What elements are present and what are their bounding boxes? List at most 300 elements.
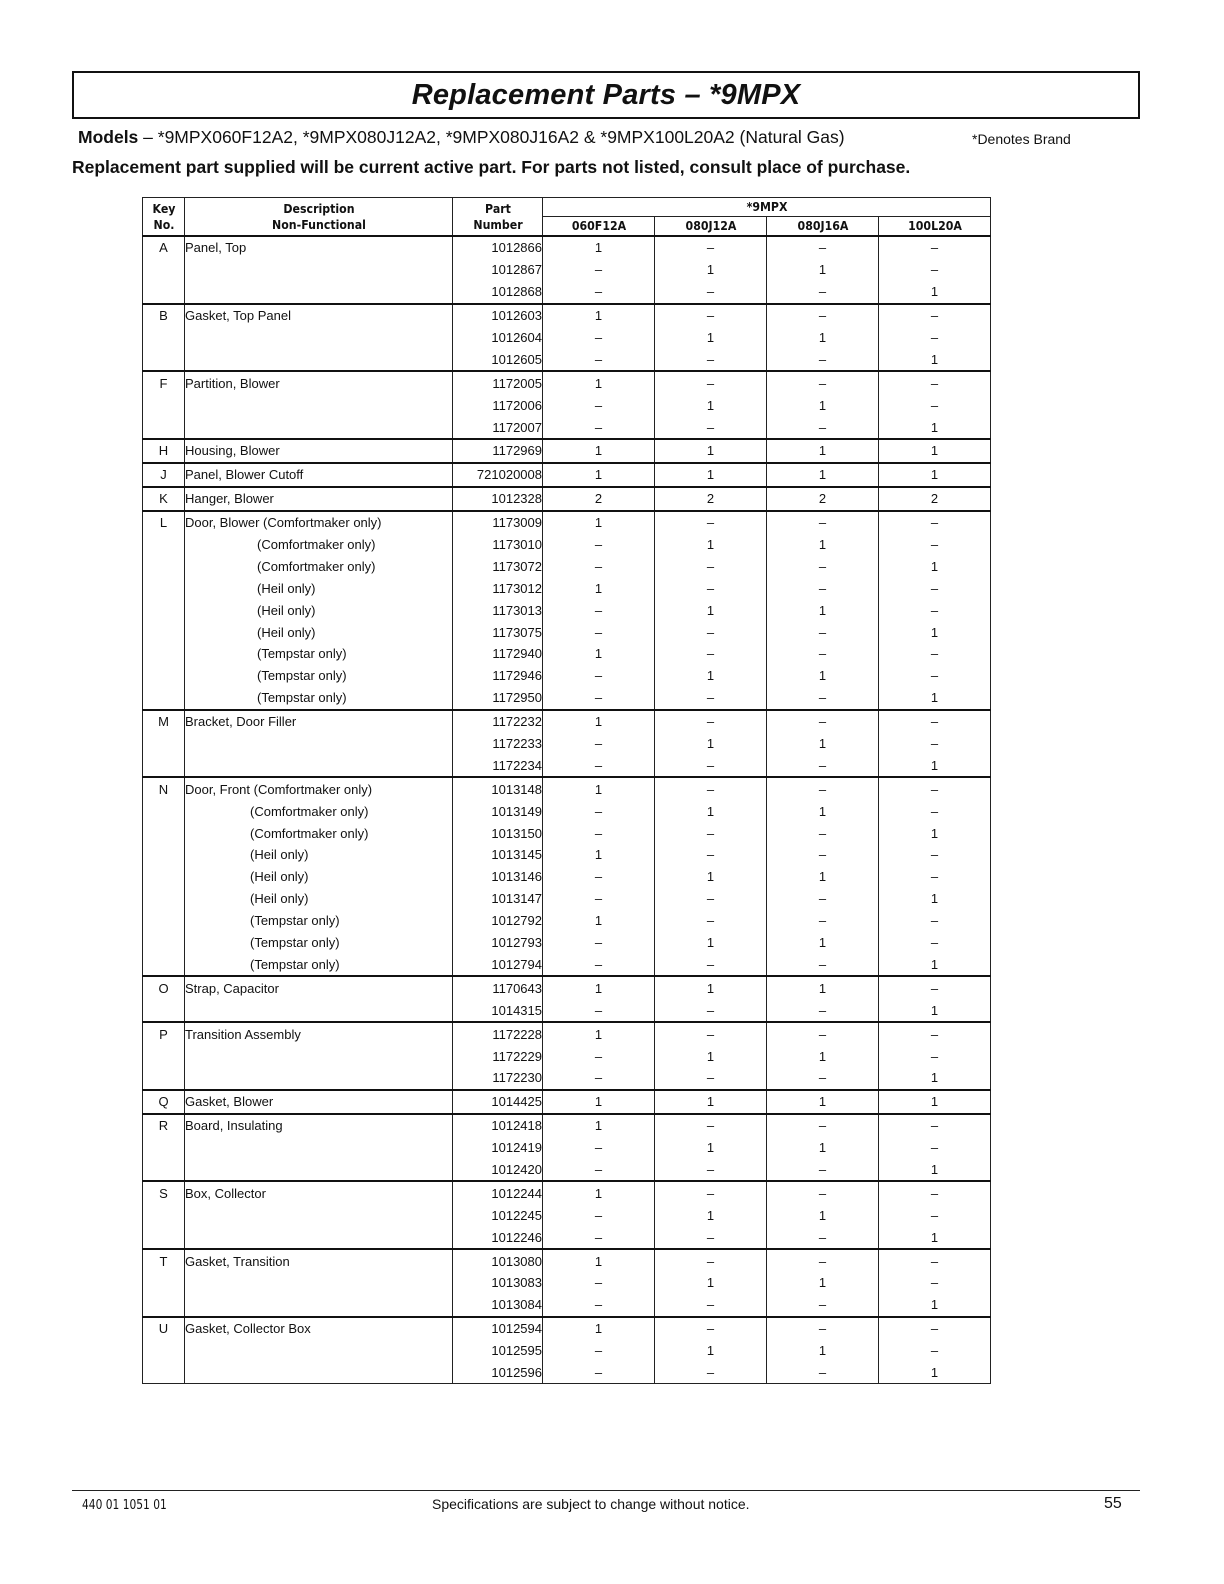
quantity-cell: – bbox=[655, 888, 767, 910]
description-cell bbox=[185, 1204, 453, 1226]
key-cell bbox=[143, 643, 185, 665]
table-row bbox=[143, 1067, 991, 1090]
key-cell bbox=[143, 844, 185, 866]
quantity-cell: – bbox=[767, 687, 879, 710]
description-cell bbox=[185, 999, 453, 1022]
part-number-cell: 1012594 bbox=[453, 1317, 543, 1340]
table-row bbox=[143, 1272, 991, 1294]
quantity-cell: 1 bbox=[767, 866, 879, 888]
quantity-cell: 1 bbox=[767, 733, 879, 755]
table-row bbox=[143, 866, 991, 888]
table-row bbox=[143, 733, 991, 755]
table-row bbox=[143, 439, 991, 463]
quantity-cell: – bbox=[879, 1340, 991, 1362]
quantity-cell: 1 bbox=[543, 710, 655, 733]
description-cell bbox=[185, 1067, 453, 1090]
quantity-cell: 1 bbox=[767, 463, 879, 487]
part-number-cell: 1012419 bbox=[453, 1137, 543, 1159]
quantity-cell: 1 bbox=[655, 1137, 767, 1159]
quantity-cell: – bbox=[655, 954, 767, 977]
quantity-cell: 1 bbox=[655, 1090, 767, 1114]
description-cell bbox=[185, 844, 453, 866]
quantity-cell: – bbox=[543, 1137, 655, 1159]
key-cell bbox=[143, 1159, 185, 1182]
description-cell bbox=[185, 910, 453, 932]
quantity-cell: 1 bbox=[655, 1204, 767, 1226]
quantity-cell: 1 bbox=[655, 1340, 767, 1362]
table-row bbox=[143, 511, 991, 534]
key-cell bbox=[143, 555, 185, 577]
quantity-cell: – bbox=[655, 236, 767, 259]
part-number-cell: 1172950 bbox=[453, 687, 543, 710]
parts-table-body bbox=[143, 236, 991, 1384]
table-row bbox=[143, 1114, 991, 1137]
part-number-cell: 1013145 bbox=[453, 844, 543, 866]
description-cell: Gasket, Collector Box bbox=[185, 1317, 453, 1340]
quantity-cell: – bbox=[879, 236, 991, 259]
quantity-cell: 1 bbox=[767, 1137, 879, 1159]
key-cell bbox=[143, 327, 185, 349]
quantity-cell: – bbox=[767, 371, 879, 394]
part-number-cell: 1012420 bbox=[453, 1159, 543, 1182]
key-cell bbox=[143, 599, 185, 621]
quantity-cell: 1 bbox=[879, 555, 991, 577]
quantity-cell: – bbox=[655, 304, 767, 327]
denotes-brand-note: *Denotes Brand bbox=[972, 131, 1071, 147]
quantity-cell: 1 bbox=[543, 976, 655, 999]
part-number-cell: 1014315 bbox=[453, 999, 543, 1022]
quantity-cell: 2 bbox=[543, 487, 655, 511]
footer-notice: Specifications are subject to change without notice. bbox=[432, 1496, 750, 1512]
quantity-cell: – bbox=[767, 643, 879, 665]
quantity-cell: 1 bbox=[655, 733, 767, 755]
table-row bbox=[143, 304, 991, 327]
table-row bbox=[143, 643, 991, 665]
key-cell: M bbox=[143, 710, 185, 733]
quantity-cell: 1 bbox=[543, 1249, 655, 1272]
key-cell bbox=[143, 1137, 185, 1159]
table-row bbox=[143, 394, 991, 416]
quantity-cell: 1 bbox=[655, 534, 767, 556]
description-cell bbox=[185, 888, 453, 910]
quantity-cell: – bbox=[767, 1159, 879, 1182]
table-row bbox=[143, 236, 991, 259]
header-description-line2: Non-Functional bbox=[271, 216, 366, 232]
quantity-cell: – bbox=[767, 844, 879, 866]
part-number-cell: 1012596 bbox=[453, 1362, 543, 1384]
header-part-number bbox=[458, 198, 537, 237]
quantity-cell: 1 bbox=[543, 643, 655, 665]
description-cell bbox=[185, 954, 453, 977]
description-cell bbox=[185, 687, 453, 710]
part-number-cell: 1172233 bbox=[453, 733, 543, 755]
key-cell: H bbox=[143, 439, 185, 463]
quantity-cell: – bbox=[655, 822, 767, 844]
description-cell-text: (Comfortmaker only) bbox=[250, 825, 369, 841]
quantity-cell: – bbox=[655, 910, 767, 932]
key-cell bbox=[143, 999, 185, 1022]
quantity-cell: – bbox=[543, 394, 655, 416]
part-number-cell: 1172230 bbox=[453, 1067, 543, 1090]
part-number-cell: 1014425 bbox=[453, 1090, 543, 1114]
quantity-cell: – bbox=[879, 371, 991, 394]
quantity-cell: – bbox=[655, 1181, 767, 1204]
quantity-cell: 1 bbox=[879, 463, 991, 487]
description-cell bbox=[185, 1159, 453, 1182]
part-number-cell: 1173013 bbox=[453, 599, 543, 621]
part-number-cell: 1172005 bbox=[453, 371, 543, 394]
table-row bbox=[143, 1226, 991, 1249]
quantity-cell: 1 bbox=[543, 844, 655, 866]
quantity-cell: – bbox=[543, 1067, 655, 1090]
description-cell: Gasket, Top Panel bbox=[185, 304, 453, 327]
description-cell: Transition Assembly bbox=[185, 1022, 453, 1045]
part-number-cell: 1012868 bbox=[453, 281, 543, 304]
description-cell bbox=[185, 416, 453, 439]
key-cell bbox=[143, 1226, 185, 1249]
description-cell-text: (Comfortmaker only) bbox=[257, 558, 376, 574]
description-cell bbox=[185, 800, 453, 822]
key-cell bbox=[143, 577, 185, 599]
quantity-cell: – bbox=[879, 1181, 991, 1204]
description-cell bbox=[185, 1137, 453, 1159]
key-cell: K bbox=[143, 487, 185, 511]
quantity-cell: 1 bbox=[543, 577, 655, 599]
key-cell bbox=[143, 822, 185, 844]
description-cell: Housing, Blower bbox=[185, 439, 453, 463]
header-model-060f12a: 060F12A bbox=[549, 217, 648, 237]
part-number-cell: 1172228 bbox=[453, 1022, 543, 1045]
header-key bbox=[145, 198, 182, 237]
part-number-cell: 1013150 bbox=[453, 822, 543, 844]
quantity-cell: – bbox=[543, 555, 655, 577]
part-number-cell: 1013083 bbox=[453, 1272, 543, 1294]
quantity-cell: 1 bbox=[655, 327, 767, 349]
quantity-cell: 2 bbox=[767, 487, 879, 511]
table-row bbox=[143, 844, 991, 866]
key-cell bbox=[143, 1340, 185, 1362]
key-cell bbox=[143, 281, 185, 304]
description-cell bbox=[185, 599, 453, 621]
part-number-cell: 1012792 bbox=[453, 910, 543, 932]
description-cell-text: (Tempstar only) bbox=[257, 668, 347, 684]
part-number-cell: 1013148 bbox=[453, 777, 543, 800]
key-cell bbox=[143, 1294, 185, 1317]
title-box bbox=[72, 71, 1140, 119]
key-cell: N bbox=[143, 777, 185, 800]
quantity-cell: – bbox=[767, 416, 879, 439]
quantity-cell: 1 bbox=[543, 371, 655, 394]
quantity-cell: 1 bbox=[767, 1272, 879, 1294]
quantity-cell: 1 bbox=[543, 777, 655, 800]
quantity-cell: – bbox=[879, 643, 991, 665]
quantity-cell: – bbox=[543, 1159, 655, 1182]
quantity-cell: – bbox=[879, 800, 991, 822]
table-row bbox=[143, 416, 991, 439]
quantity-cell: – bbox=[767, 1181, 879, 1204]
table-row bbox=[143, 999, 991, 1022]
key-cell bbox=[143, 954, 185, 977]
quantity-cell: – bbox=[655, 416, 767, 439]
description-cell-text: (Heil only) bbox=[250, 891, 309, 907]
table-row bbox=[143, 1249, 991, 1272]
quantity-cell: – bbox=[543, 259, 655, 281]
part-number-cell: 1013146 bbox=[453, 866, 543, 888]
table-row bbox=[143, 327, 991, 349]
description-cell-text: (Heil only) bbox=[257, 580, 316, 596]
part-number-cell: 1172229 bbox=[453, 1045, 543, 1067]
quantity-cell: 1 bbox=[879, 888, 991, 910]
quantity-cell: 1 bbox=[767, 599, 879, 621]
quantity-cell: – bbox=[543, 866, 655, 888]
key-cell bbox=[143, 733, 185, 755]
quantity-cell: – bbox=[879, 1249, 991, 1272]
quantity-cell: – bbox=[767, 910, 879, 932]
description-cell bbox=[185, 327, 453, 349]
part-number-cell: 1013147 bbox=[453, 888, 543, 910]
footer-doc-number: 440 01 1051 01 bbox=[82, 1498, 167, 1513]
key-cell bbox=[143, 259, 185, 281]
key-cell: L bbox=[143, 511, 185, 534]
part-number-cell: 1172007 bbox=[453, 416, 543, 439]
quantity-cell: – bbox=[879, 1045, 991, 1067]
description-cell bbox=[185, 259, 453, 281]
quantity-cell: 2 bbox=[655, 487, 767, 511]
quantity-cell: 1 bbox=[879, 1159, 991, 1182]
quantity-cell: – bbox=[767, 1067, 879, 1090]
quantity-cell: – bbox=[543, 665, 655, 687]
quantity-cell: – bbox=[655, 511, 767, 534]
quantity-cell: 1 bbox=[543, 439, 655, 463]
header-description-line1: Description bbox=[282, 200, 355, 216]
quantity-cell: 1 bbox=[879, 754, 991, 777]
description-cell bbox=[185, 577, 453, 599]
table-row bbox=[143, 800, 991, 822]
description-cell bbox=[185, 754, 453, 777]
part-number-cell: 1012605 bbox=[453, 348, 543, 371]
quantity-cell: 1 bbox=[655, 1045, 767, 1067]
key-cell bbox=[143, 394, 185, 416]
part-number-cell: 1012245 bbox=[453, 1204, 543, 1226]
description-cell bbox=[185, 555, 453, 577]
part-number-cell: 1013149 bbox=[453, 800, 543, 822]
quantity-cell: 1 bbox=[543, 1317, 655, 1340]
quantity-cell: 1 bbox=[655, 394, 767, 416]
part-number-cell: 1172006 bbox=[453, 394, 543, 416]
key-cell bbox=[143, 1272, 185, 1294]
part-number-cell: 1172234 bbox=[453, 754, 543, 777]
quantity-cell: 1 bbox=[767, 800, 879, 822]
part-number-cell: 1172946 bbox=[453, 665, 543, 687]
quantity-cell: 1 bbox=[879, 687, 991, 710]
quantity-cell: – bbox=[767, 1362, 879, 1384]
quantity-cell: – bbox=[767, 511, 879, 534]
description-cell: Panel, Blower Cutoff bbox=[185, 463, 453, 487]
quantity-cell: 1 bbox=[767, 665, 879, 687]
quantity-cell: – bbox=[767, 954, 879, 977]
page-number: 55 bbox=[1104, 1495, 1122, 1512]
quantity-cell: – bbox=[543, 733, 655, 755]
quantity-cell: – bbox=[543, 822, 655, 844]
part-number-cell: 1173009 bbox=[453, 511, 543, 534]
quantity-cell: 1 bbox=[655, 1272, 767, 1294]
table-row bbox=[143, 534, 991, 556]
description-cell bbox=[185, 665, 453, 687]
quantity-cell: 1 bbox=[655, 259, 767, 281]
quantity-cell: – bbox=[655, 754, 767, 777]
quantity-cell: – bbox=[543, 534, 655, 556]
footer-rule bbox=[72, 1490, 1140, 1491]
quantity-cell: – bbox=[767, 577, 879, 599]
quantity-cell: – bbox=[767, 1317, 879, 1340]
quantity-cell: – bbox=[543, 1045, 655, 1067]
quantity-cell: – bbox=[655, 710, 767, 733]
part-number-cell: 1173075 bbox=[453, 621, 543, 643]
description-cell-text: (Heil only) bbox=[257, 602, 316, 618]
table-row bbox=[143, 888, 991, 910]
quantity-cell: 1 bbox=[655, 800, 767, 822]
key-cell bbox=[143, 888, 185, 910]
quantity-cell: 1 bbox=[543, 304, 655, 327]
quantity-cell: – bbox=[655, 1114, 767, 1137]
quantity-cell: – bbox=[543, 621, 655, 643]
quantity-cell: – bbox=[767, 710, 879, 733]
header-part-line2: Number bbox=[472, 216, 523, 232]
part-number-cell: 721020008 bbox=[453, 463, 543, 487]
quantity-cell: – bbox=[879, 259, 991, 281]
models-text: – *9MPX060F12A2, *9MPX080J12A2, *9MPX080J16A2 & *9MPX100L20A2 (Natural Gas) bbox=[138, 127, 845, 147]
quantity-cell: 2 bbox=[879, 487, 991, 511]
quantity-cell: – bbox=[879, 777, 991, 800]
key-cell bbox=[143, 866, 185, 888]
quantity-cell: – bbox=[655, 777, 767, 800]
description-cell bbox=[185, 643, 453, 665]
quantity-cell: 1 bbox=[543, 236, 655, 259]
part-number-cell: 1012246 bbox=[453, 1226, 543, 1249]
quantity-cell: – bbox=[655, 1022, 767, 1045]
quantity-cell: – bbox=[543, 687, 655, 710]
quantity-cell: – bbox=[879, 1317, 991, 1340]
part-number-cell: 1012866 bbox=[453, 236, 543, 259]
key-cell bbox=[143, 416, 185, 439]
description-cell bbox=[185, 822, 453, 844]
key-cell bbox=[143, 910, 185, 932]
quantity-cell: – bbox=[879, 976, 991, 999]
quantity-cell: 1 bbox=[879, 1362, 991, 1384]
quantity-cell: – bbox=[879, 327, 991, 349]
description-cell-text: (Comfortmaker only) bbox=[250, 803, 369, 819]
quantity-cell: – bbox=[879, 866, 991, 888]
quantity-cell: 1 bbox=[879, 1090, 991, 1114]
part-number-cell: 1173010 bbox=[453, 534, 543, 556]
description-cell bbox=[185, 866, 453, 888]
quantity-cell: 1 bbox=[655, 932, 767, 954]
part-number-cell: 1172232 bbox=[453, 710, 543, 733]
key-cell bbox=[143, 1067, 185, 1090]
quantity-cell: – bbox=[879, 534, 991, 556]
description-cell: Door, Blower (Comfortmaker only) bbox=[185, 511, 453, 534]
models-line bbox=[78, 127, 845, 148]
quantity-cell: – bbox=[655, 687, 767, 710]
quantity-cell: – bbox=[655, 1249, 767, 1272]
quantity-cell: – bbox=[655, 348, 767, 371]
quantity-cell: – bbox=[879, 1137, 991, 1159]
part-number-cell: 1170643 bbox=[453, 976, 543, 999]
quantity-cell: 1 bbox=[767, 932, 879, 954]
quantity-cell: – bbox=[767, 621, 879, 643]
quantity-cell: – bbox=[655, 577, 767, 599]
quantity-cell: 1 bbox=[767, 327, 879, 349]
header-description bbox=[201, 198, 437, 237]
description-cell bbox=[185, 394, 453, 416]
quantity-cell: – bbox=[655, 643, 767, 665]
quantity-cell: – bbox=[543, 327, 655, 349]
header-model-100l20a: 100L20A bbox=[885, 217, 984, 237]
table-row bbox=[143, 777, 991, 800]
part-number-cell: 1013080 bbox=[453, 1249, 543, 1272]
quantity-cell: 1 bbox=[879, 281, 991, 304]
quantity-cell: 1 bbox=[879, 1067, 991, 1090]
header-key-line2: No. bbox=[153, 216, 174, 232]
part-number-cell: 1012603 bbox=[453, 304, 543, 327]
part-number-cell: 1172969 bbox=[453, 439, 543, 463]
quantity-cell: 1 bbox=[767, 1090, 879, 1114]
quantity-cell: – bbox=[655, 1067, 767, 1090]
description-cell bbox=[185, 1272, 453, 1294]
quantity-cell: 1 bbox=[655, 866, 767, 888]
quantity-cell: – bbox=[767, 822, 879, 844]
key-cell: A bbox=[143, 236, 185, 259]
key-cell: U bbox=[143, 1317, 185, 1340]
quantity-cell: – bbox=[543, 416, 655, 439]
description-cell bbox=[185, 621, 453, 643]
quantity-cell: – bbox=[879, 665, 991, 687]
table-row bbox=[143, 665, 991, 687]
quantity-cell: 1 bbox=[655, 665, 767, 687]
table-row bbox=[143, 1317, 991, 1340]
description-cell bbox=[185, 281, 453, 304]
quantity-cell: – bbox=[767, 1114, 879, 1137]
quantity-cell: – bbox=[879, 844, 991, 866]
part-number-cell: 1012794 bbox=[453, 954, 543, 977]
part-number-cell: 1012328 bbox=[453, 487, 543, 511]
table-row bbox=[143, 1159, 991, 1182]
part-number-cell: 1012595 bbox=[453, 1340, 543, 1362]
key-cell: J bbox=[143, 463, 185, 487]
table-row bbox=[143, 577, 991, 599]
quantity-cell: 1 bbox=[767, 394, 879, 416]
table-row bbox=[143, 259, 991, 281]
quantity-cell: – bbox=[879, 733, 991, 755]
replacement-notice: Replacement part supplied will be current active part. For parts not listed, consult place of purchase. bbox=[72, 157, 911, 177]
table-row bbox=[143, 1362, 991, 1384]
table-row bbox=[143, 281, 991, 304]
quantity-cell: – bbox=[655, 1362, 767, 1384]
description-cell-text: (Tempstar only) bbox=[250, 956, 340, 972]
quantity-cell: – bbox=[655, 555, 767, 577]
quantity-cell: – bbox=[767, 555, 879, 577]
quantity-cell: – bbox=[767, 777, 879, 800]
description-cell-text: (Tempstar only) bbox=[250, 913, 340, 929]
header-key-line1: Key bbox=[152, 200, 175, 216]
quantity-cell: – bbox=[767, 348, 879, 371]
part-number-cell: 1172940 bbox=[453, 643, 543, 665]
key-cell bbox=[143, 534, 185, 556]
description-cell bbox=[185, 534, 453, 556]
table-row bbox=[143, 555, 991, 577]
quantity-cell: 1 bbox=[655, 599, 767, 621]
key-cell: Q bbox=[143, 1090, 185, 1114]
